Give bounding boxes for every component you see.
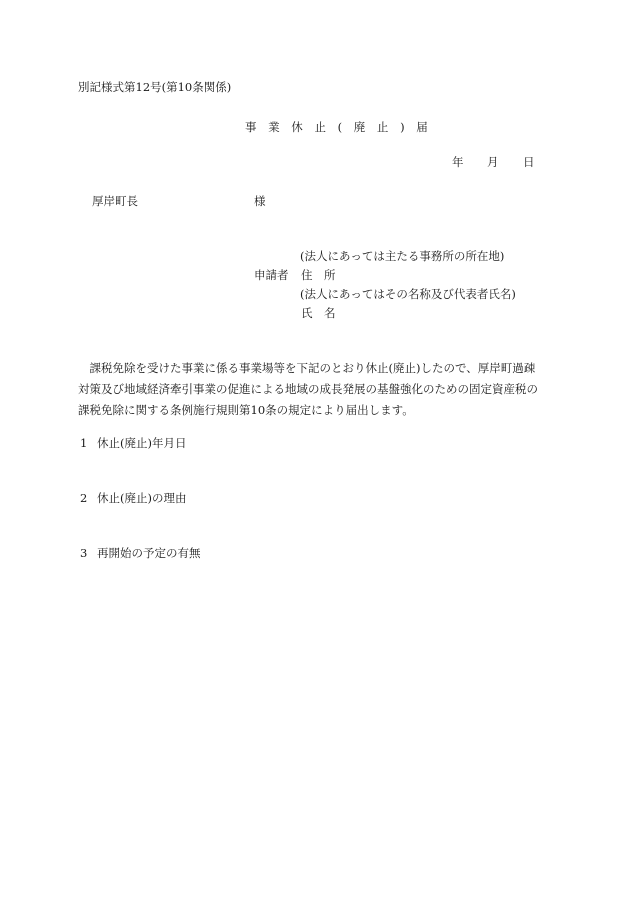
applicant-name-note: (法人にあってはその名称及び代表者氏名) [300, 287, 516, 301]
applicant-role-label: 申請者 [254, 268, 289, 282]
notification-body [78, 358, 550, 421]
date-year-label: 年 [452, 155, 464, 169]
addressee-name: 厚岸町長 [92, 194, 138, 208]
addressee-honorific: 様 [254, 194, 266, 208]
document-title: 事 業 休 止 ( 廃 止 ) 届 [245, 120, 432, 134]
item-number: 1 [80, 436, 88, 450]
body-line: 課税免除を受けた事業に係る事業場等を下記のとおり休止(廃止)したので、厚岸町過疎 [78, 361, 536, 375]
body-line: 課税免除に関する条例施行規則第10条の規定により届出します。 [78, 403, 414, 417]
item-number: 3 [80, 546, 88, 560]
applicant-name-label: 氏 名 [301, 306, 336, 320]
date-day-label: 日 [523, 155, 535, 169]
form-number: 別記様式第12号(第10条関係) [78, 80, 232, 94]
body-line: 対策及び地域経済牽引事業の促進による地域の成長発展の基盤強化のための固定資産税の [78, 382, 538, 396]
item-label: 再開始の予定の有無 [97, 546, 201, 560]
item-label: 休止(廃止)の理由 [97, 491, 187, 505]
item-number: 2 [80, 491, 88, 505]
item-label: 休止(廃止)年月日 [97, 436, 187, 450]
applicant-address-note: (法人にあっては主たる事務所の所在地) [300, 249, 505, 263]
applicant-address-label: 住 所 [301, 268, 336, 282]
date-month-label: 月 [487, 155, 499, 169]
